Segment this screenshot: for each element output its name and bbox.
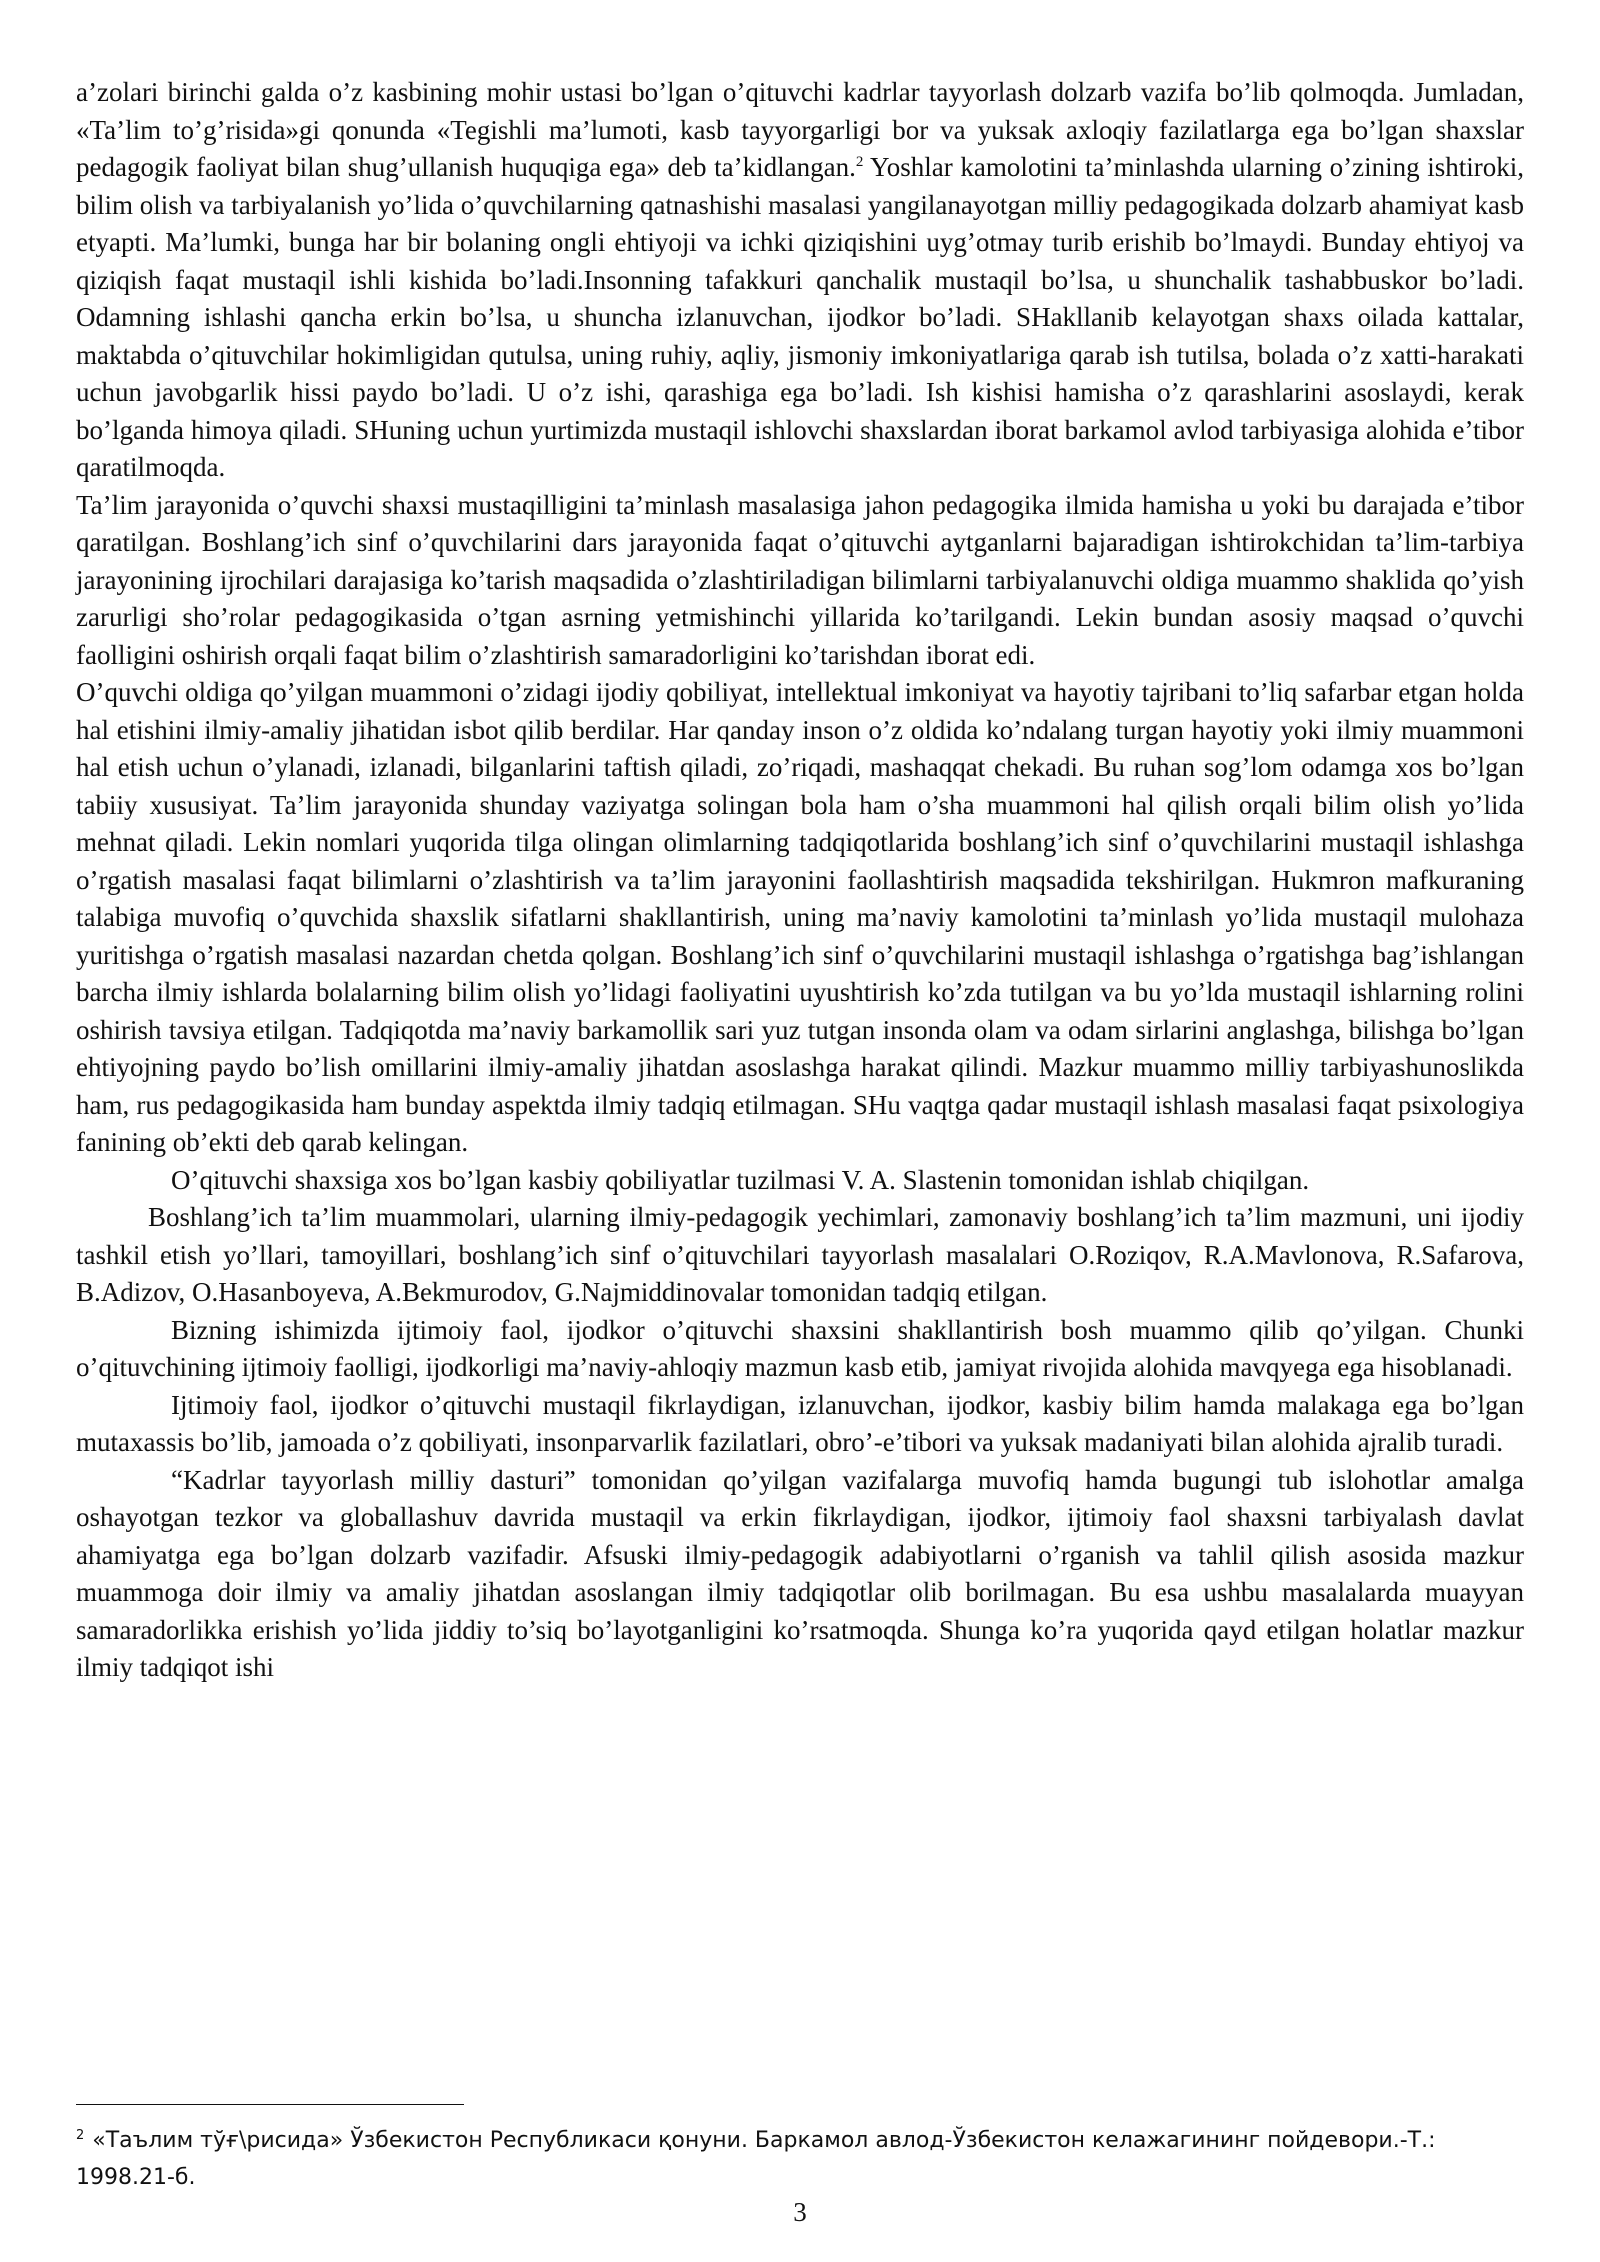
paragraph-2: Ta’lim jarayonida o’quvchi shaxsi mustaqilligini ta’minlash masalasiga jahon pedagogika ilmida hamisha u yoki bu darajada e’tibor qaratilgan. Boshlang’ich sinf o’quvchilarini dars jarayonida faqat o’qituvchi aytganlarni bajaradigan ishtirokchidan ta’lim-tarbiya jarayonining ijrochilari darajasiga ko’tarish maqsadida o’zlashtiriladigan bilimlarni tarbiyalanuvchi oldiga muammo shaklida qo’yish zarurligi sho’rolar pedagogikasida o’tgan asrning yetmishinchi yillarida ko’tarilgandi. Lekin bundan asosiy maqsad o’quvchi faolligini oshirish orqali faqat bilim o’zlashtirish samaradorligini ko’tarishdan iborat edi. bbox=[76, 489, 1524, 670]
paragraph-1-text-a: a’zolari birinchi galda o’z kasbining mohir ustasi bo’lgan o’qituvchi kadrlar tayyorlash dolzarb vazifa bo’lib qolmoqda. Jumladan, «Ta’lim to’g’risida»gi qonunda «Tegishli ma’lumoti, kasb tayyorgarligi bor va yuksak axloqiy fazilatlarga ega bo’lgan shaxslar pedagogik faoliyat bilan shug’ullanish huquqiga ega» deb ta’kidlangan. bbox=[76, 77, 1524, 182]
footnote-divider bbox=[76, 2104, 464, 2105]
paragraph-1-text-b: Yoshlar kamolotini ta’minlashda ularning o’zining ishtiroki, bilim olish va tarbiyalanish yo’lida o’quvchilarning qatnashishi masalasi yangilanayotgan milliy pedagogikada dolzarb ahamiyat kasb etyapti. Ma’lumki, bunga har bir bolaning ongli ehtiyoji va ichki qiziqishini uyg’otmay turib erishib bo’lmaydi. Bunday ehtiyoj va qiziqish faqat mustaqil ishli kishida bo’ladi.Insonning tafakkuri qanchalik mustaqil bo’lsa, u shunchalik tashabbuskor bo’ladi. Odamning ishlashi qancha erkin bo’lsa, u shuncha izlanuvchan, ijodkor bo’ladi. SHakllanib kelayotgan shaxs oilada kattalar, maktabda o’qituvchilar hokimligidan qutulsa, uning ruhiy, aqliy, jismoniy imkoniyatlariga qarab ish tutilsa, bolada o’z xatti-harakati uchun javobgarlik hissi paydo bo’ladi. U o’z ishi, qarashiga ega bo’ladi. Ish kishisi hamisha o’z qarashlarini asoslaydi, kerak bo’lganda himoya qiladi. SHuning uchun yurtimizda mustaqil ishlovchi shaxslardan iborat barkamol avlod tarbiyasiga alohida e’tibor qaratilmoqda. bbox=[76, 152, 1524, 482]
body-text bbox=[76, 74, 1524, 1687]
paragraph-6: Bizning ishimizda ijtimoiy faol, ijodkor o’qituvchi shaxsini shakllantirish bosh muammo qilib qo’yilgan. Chunki o’qituvchining ijtimoiy faolligi, ijodkorligi ma’naviy-ahloqiy mazmun kasb etib, jamiyat rivojida alohida mavqyega ega hisoblanadi. bbox=[76, 1314, 1524, 1382]
page-number: 3 bbox=[793, 2197, 807, 2227]
footnote-number: 2 bbox=[76, 2127, 85, 2143]
paragraph-7: Ijtimoiy faol, ijodkor o’qituvchi mustaqil fikrlaydigan, izlanuvchan, ijodkor, kasbiy bilim hamda malakaga ega bo’lgan mutaxassis bo’lib, jamoada o’z qobiliyati, insonparvarlik fazilatlari, obro’-e’tibori va yuksak madaniyati bilan alohida ajralib turadi. bbox=[76, 1389, 1524, 1457]
paragraph-1 bbox=[76, 74, 1524, 487]
footnote-reference: 2 bbox=[855, 154, 864, 170]
paragraph-5: Boshlang’ich ta’lim muammolari, ularning ilmiy-pedagogik yechimlari, zamonaviy boshlang’ich ta’lim mazmuni, uni ijodiy tashkil etish yo’llari, tamoyillari, boshlang’ich sinf o’qituvchilari tayyorlash masalalari O.Roziqov, R.A.Mavlonova, R.Safarova, B.Adizov, O.Hasanboyeva, A.Bekmurodov, G.Najmiddinovalar tomonidan tadqiq etilgan. bbox=[76, 1202, 1524, 1307]
paragraph-3: O’quvchi oldiga qo’yilgan muammoni o’zidagi ijodiy qobiliyat, intellektual imkoniyat va hayotiy tajribani to’liq safarbar etgan holda hal etishini ilmiy-amaliy jihatidan isbot qilib berdilar. Har qanday inson o’z oldida ko’ndalang turgan hayotiy yoki ilmiy muammoni hal etish uchun o’ylanadi, izlanadi, bilganlarini taftish qiladi, zo’riqadi, mashaqqat chekadi. Bu ruhan sog’lom odamga xos bo’lgan tabiiy xususiyat. Ta’lim jarayonida shunday vaziyatga solingan bola ham o’sha muammoni hal qilish orqali bilim olish yo’lida mehnat qiladi. Lekin nomlari yuqorida tilga olingan olimlarning tadqiqotlarida boshlang’ich sinf o’quvchilarini mustaqil ishlashga o’rgatish masalasi faqat bilimlarni o’zlashtirish va ta’lim jarayonini faollashtirish maqsadida tekshirilgan. Hukmron mafkuraning talabiga muvofiq o’quvchida shaxslik sifatlarni shakllantirish, uning ma’naviy kamolotini ta’minlash yo’lida mustaqil mulohaza yuritishga o’rgatish masalasi nazardan chetda qolgan. Boshlang’ich sinf o’quvchilarini mustaqil ishlashga o’rgatishga bag’ishlangan barcha ilmiy ishlarda bolalarning bilim olish yo’lidagi faoliyatini uyushtirish ko’zda tutilgan va bu yo’lda mustaqil ishlarning rolini oshirish tavsiya etilgan. Tadqiqotda ma’naviy barkamollik sari yuz tutgan insonda olam va odam sirlarini anglashga, bilishga bo’lgan ehtiyojning paydo bo’lish omillarini ilmiy-amaliy jihatdan asoslashga harakat qilindi. Mazkur muammo milliy tarbiyashunoslikda ham, rus pedagogikasida ham bunday aspektda ilmiy tadqiq etilmagan. SHu vaqtga qadar mustaqil ishlash masalasi faqat psixologiya fanining ob’ekti deb qarab kelingan. bbox=[76, 677, 1524, 1157]
footnote-text: «Таълим тўғ\рисида» Ўзбекистон Республикаси қонуни. Баркамол авлод-Ўзбекистон келажагининг пойдевори.-Т.: 1998.21-б. bbox=[76, 2128, 1436, 2190]
paragraph-8: “Kadrlar tayyorlash milliy dasturi” tomonidan qo’yilgan vazifalarga muvofiq hamda bugungi tub islohotlar amalga oshayotgan tezkor va globallashuv davrida mustaqil va erkin fikrlaydigan, ijodkor, ijtimoiy faol shaxsni tarbiyalash davlat ahamiyatga ega bo’lgan dolzarb vazifadir. Afsuski ilmiy-pedagogik adabiyotlarni o’rganish va tahlil qilish asosida mazkur muammoga doir ilmiy va amaliy jihatdan asoslangan ilmiy tadqiqotlar olib borilmagan. Bu esa ushbu masalalarda muayyan samaradorlikka erishish yo’lida jiddiy to’siq bo’layotganligini ko’rsatmoqda. Shunga ko’ra yuqorida qayd etilgan holatlar mazkur ilmiy tadqiqot ishi bbox=[76, 1464, 1524, 1682]
paragraph-4: O’qituvchi shaxsiga xos bo’lgan kasbiy qobiliyatlar tuzilmasi V. A. Slastenin tomonidan ishlab chiqilgan. bbox=[171, 1164, 1310, 1195]
footnote bbox=[76, 2122, 1524, 2196]
